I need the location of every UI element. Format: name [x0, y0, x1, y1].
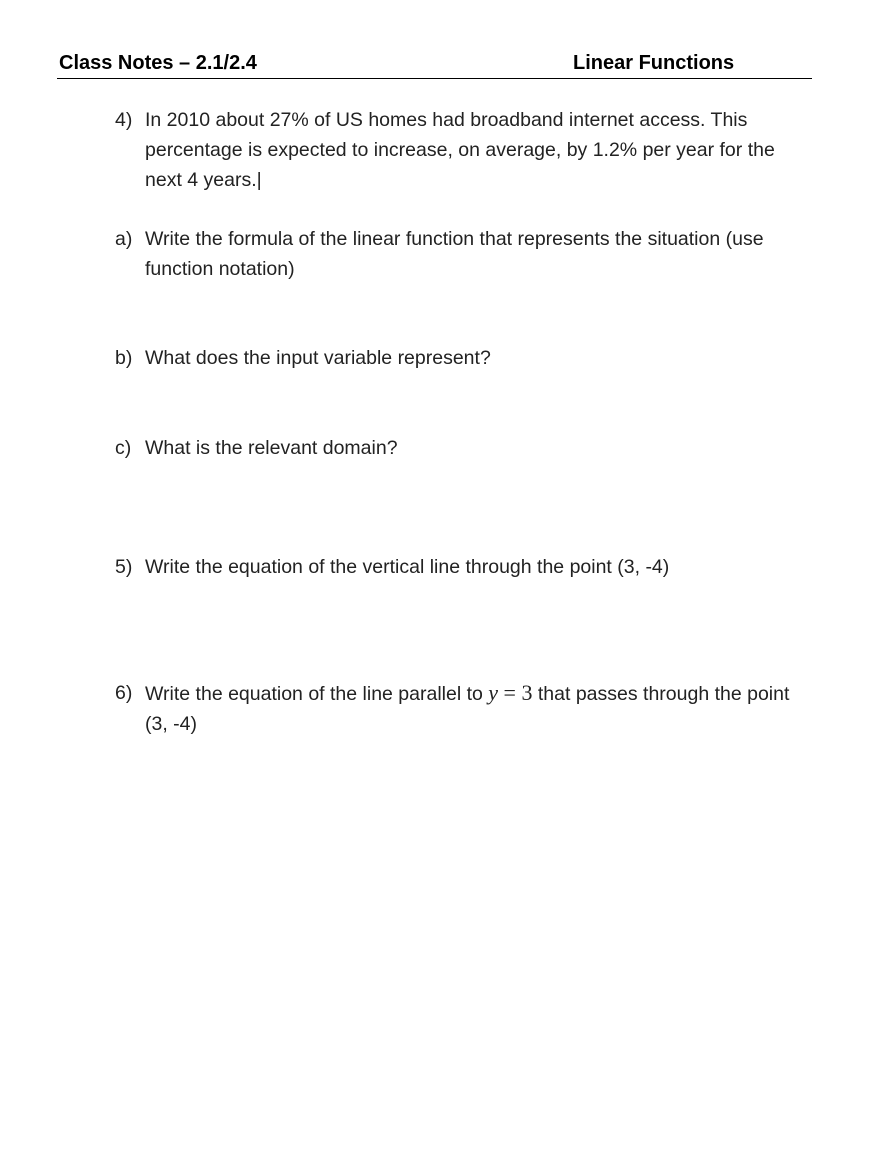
text-cursor: |: [256, 169, 262, 191]
problem-6-text-before: Write the equation of the line parallel to: [145, 683, 489, 705]
problem-4: [115, 105, 815, 195]
document-header: [57, 50, 812, 79]
problem-label: 5): [115, 556, 133, 578]
math-equals: =: [498, 680, 522, 705]
problem-label: b): [115, 347, 133, 369]
header-topic: Linear Functions: [573, 52, 735, 74]
problem-text: [145, 678, 815, 739]
problem-text: Write the equation of the vertical line through the point (3, -4): [145, 556, 670, 578]
problem-text: What does the input variable represent?: [145, 347, 491, 369]
problem-6: [115, 678, 815, 739]
problem-label: c): [115, 437, 132, 459]
problem-text: Write the formula of the linear function that represents the situation (use function notation): [145, 228, 764, 280]
problem-label: 4): [115, 109, 133, 131]
problem-c: [115, 433, 815, 463]
math-number: 3: [521, 680, 533, 705]
problem-4-text: In 2010 about 27% of US homes had broadband internet access. This percentage is expected to increase, on average, by 1.2% per year for the next 4 years.: [145, 109, 775, 191]
problem-a: [115, 224, 815, 284]
problem-b: [115, 343, 815, 373]
math-expression: [488, 680, 532, 705]
problem-text: What is the relevant domain?: [145, 437, 398, 459]
header-title: Class Notes – 2.1/2.4: [59, 52, 257, 74]
problem-text: [145, 105, 815, 195]
problem-6-text-after: that passes through the point (3, -4): [145, 683, 790, 735]
problem-5: [115, 552, 815, 582]
problem-label: a): [115, 228, 133, 250]
math-variable: y: [488, 680, 499, 705]
problem-label: 6): [115, 682, 133, 704]
